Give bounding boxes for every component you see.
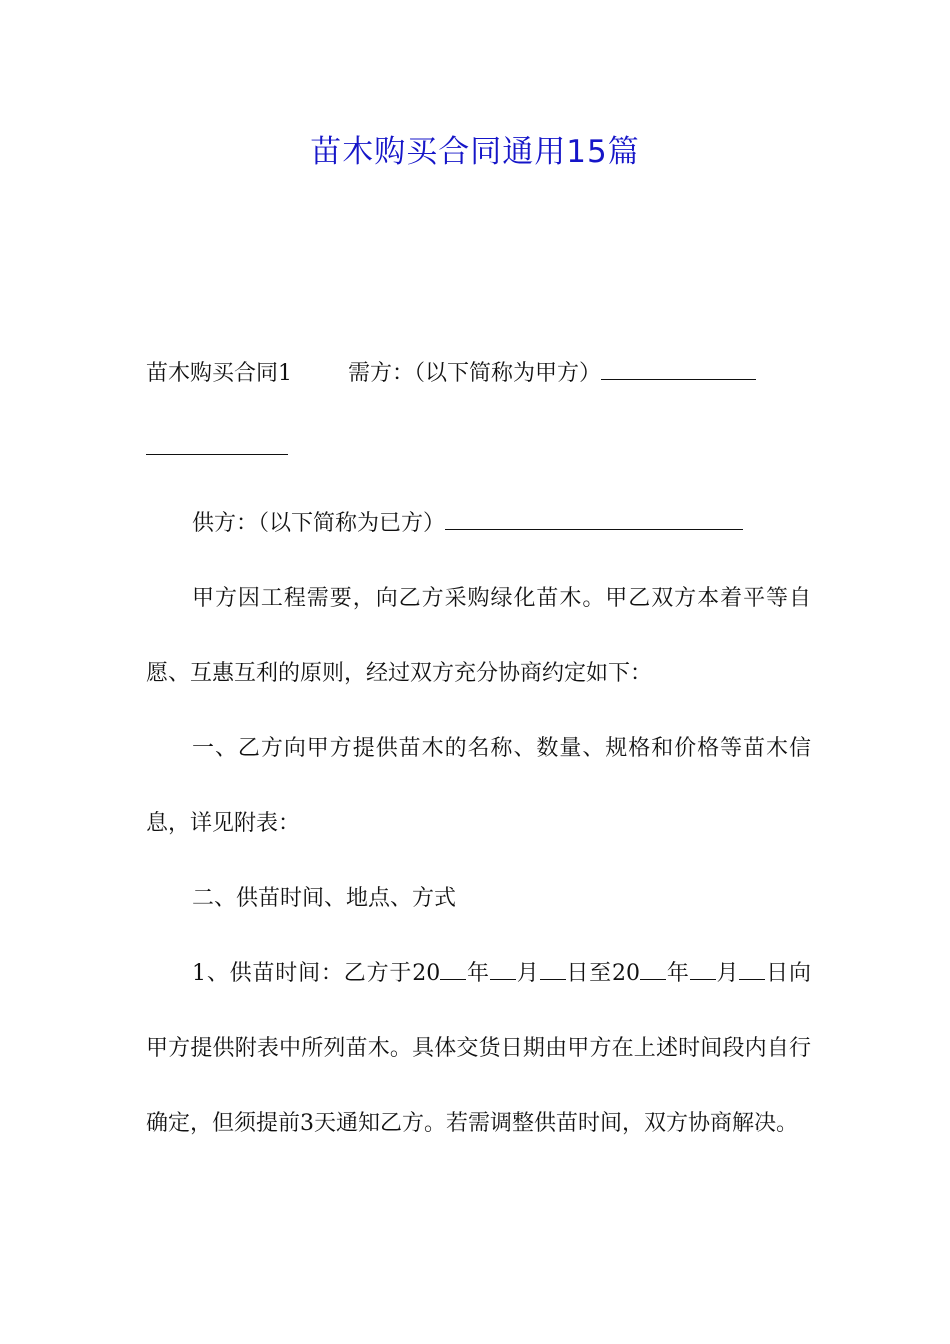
clause-1-paragraph: 一、乙方向甲方提供苗木的名称、数量、规格和价格等苗木信息，详见附表： [146,736,811,836]
year-blank-2 [640,961,666,980]
item-1-paragraph [146,936,811,1161]
supplier-label: 供方：（以下简称为已方） [192,511,446,536]
item-1-rest: 向甲方提供附表中所列苗木。具体交货日期由甲方在上述时间段内自行确定，但须提前3天通知乙方。若需调整供苗时间，双方协商解决。 [146,961,811,1136]
buyer-label: 需方：（以下简称为甲方） [348,361,602,386]
year-label-2: 年 [666,961,690,986]
month-blank-2 [690,961,716,980]
day-label: 日至20 [565,961,640,986]
buyer-blank-line [601,361,756,380]
month-label-2: 月 [715,961,740,986]
month-label: 月 [515,961,540,986]
item-1-prefix: 1、供苗时间：乙方于20 [192,961,441,986]
document-body [146,336,811,1161]
buyer-line [146,336,811,486]
day-blank [540,961,566,980]
section-heading: 苗木购买合同1 [146,361,292,386]
intro-paragraph: 甲方因工程需要，向乙方采购绿化苗木。甲乙双方本着平等自愿、互惠互利的原则，经过双方充分协商约定如下： [146,586,811,686]
clause-2-heading: 二、供苗时间、地点、方式 [192,886,457,911]
day-label-2: 日 [765,961,789,986]
buyer-blank-line-continued [146,436,288,455]
month-blank [490,961,516,980]
day-blank-2 [739,961,765,980]
document-title: 苗木购买合同通用15篇 [310,134,640,170]
supplier-line [146,486,811,561]
year-label: 年 [466,961,490,986]
supplier-blank-line [445,511,743,530]
year-blank [440,961,466,980]
